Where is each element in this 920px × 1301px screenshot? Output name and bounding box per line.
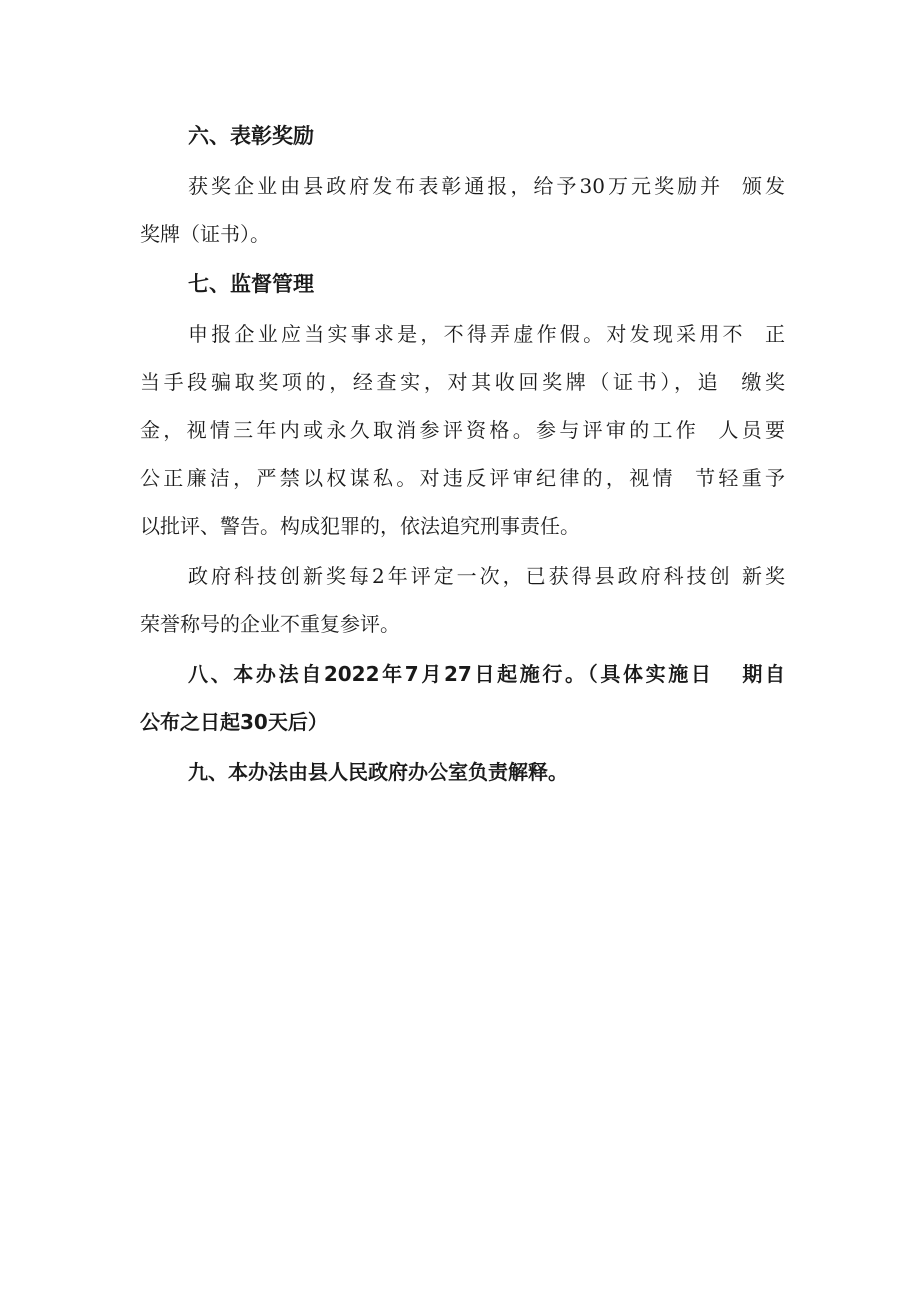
paragraph-line: 金，视情三年内或永久取消参评资格。参与评审的工作 人员要: [140, 418, 785, 442]
paragraph-line: 当手段骗取奖项的，经查实，对其收回奖牌（证书），追 缴奖: [140, 370, 785, 394]
section-6-heading: 六、表彰奖励: [188, 124, 314, 148]
paragraph-line: 奖牌（证书）。: [140, 222, 270, 246]
paragraph-line: 公正廉洁，严禁以权谋私。对违反评审纪律的，视情 节轻重予: [140, 466, 785, 490]
paragraph-line: 获奖企业由县政府发布表彰通报，给予30万元奖励并 颁发: [188, 174, 785, 198]
section-6-paragraph: [140, 162, 785, 258]
section-7-paragraph: [140, 310, 785, 550]
section-9-paragraph: [140, 748, 785, 796]
paragraph-line: 公布之日起30天后）: [140, 710, 328, 734]
section-8-paragraph: [140, 650, 785, 746]
section-7-extra-paragraph: [140, 552, 785, 648]
paragraph-line: 九、本办法由县人民政府办公室负责解释。: [188, 760, 568, 784]
paragraph-line: 以批评、警告。构成犯罪的，依法追究刑事责任。: [140, 514, 580, 538]
paragraph-line: 申报企业应当实事求是，不得弄虚作假。对发现采用不 正: [188, 322, 785, 346]
paragraph-line: 政府科技创新奖每2年评定一次，已获得县政府科技创 新奖: [188, 564, 785, 588]
paragraph-line: 荣誉称号的企业不重复参评。: [140, 612, 400, 636]
section-7-heading: 七、监督管理: [188, 272, 314, 296]
paragraph-line: 八、本办法自2022年7月27日起施行。（具体实施日 期自: [188, 662, 785, 686]
document-page: [140, 112, 785, 796]
